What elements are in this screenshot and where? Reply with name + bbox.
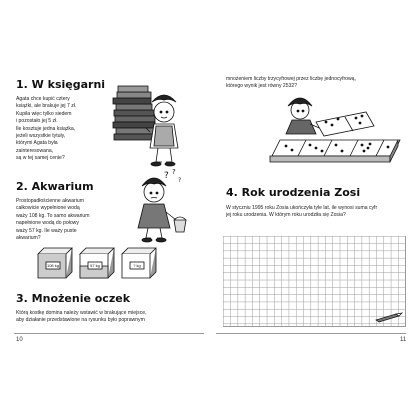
text-line: którymi Agata była xyxy=(16,140,58,147)
text-line: zainteresowana, xyxy=(16,147,54,154)
text-line: Agata chce kupić cztery xyxy=(16,96,70,102)
text-line: jej roku urodzenia. W którym roku urodziła się Zosia? xyxy=(226,212,346,219)
pencil-icon xyxy=(374,311,404,323)
text-line: mnożeniem liczby trzycyfrowej przez liczbę jednocyfrową, xyxy=(226,76,356,82)
text-line: całkowicie wypełnione wodą xyxy=(16,205,80,212)
svg-text:?: ? xyxy=(178,177,182,184)
text-line: waży 108 kg. To samo akwarium xyxy=(16,212,90,219)
page-number-right: 11 xyxy=(400,337,407,343)
section-2-text xyxy=(16,198,126,242)
text-line: Ile kosztuje jedna książka, xyxy=(16,125,76,132)
text-line: waży 57 kg. Ile waży puste xyxy=(16,227,77,234)
text-line: którego wynik jest równy 2532? xyxy=(226,83,298,90)
section-3-continuation xyxy=(226,76,416,91)
girl-with-books-illustration xyxy=(108,82,198,172)
section-3-title: 3. Mnożenie oczek xyxy=(16,292,131,305)
section-4-title: 4. Rok urodzenia Zosi xyxy=(226,186,361,199)
section-3-text xyxy=(16,310,201,325)
text-line: Prostopadłościenne akwarium xyxy=(16,198,84,204)
text-line: są w tej samej cenie? xyxy=(16,155,65,162)
section-2-title: 2. Akwarium xyxy=(16,180,94,193)
page-divider-line xyxy=(14,333,204,334)
text-line: aby działanie przedstawione na rysunku było poprawnym xyxy=(16,317,145,324)
page-number-left: 10 xyxy=(16,337,23,343)
thinking-girl-illustration xyxy=(126,166,196,246)
text-line: książki, ale brakuje jej 7 zł. xyxy=(16,103,77,110)
dominoes-illustration xyxy=(260,92,420,178)
section-4-text xyxy=(226,205,416,220)
aquariums-illustration xyxy=(34,246,164,282)
right-page xyxy=(210,0,420,420)
text-line: i pozostało jej 5 zł. xyxy=(16,118,58,125)
text-line: Kupiła więc tylko siedem xyxy=(16,110,72,117)
aquarium-weight-half: 57 kg xyxy=(90,263,100,268)
text-line: napełnione wodą do połowy xyxy=(16,220,79,227)
text-line: Którą kostkę domina należy wstawić w brakujące miejsce, xyxy=(16,310,147,316)
section-1-title: 1. W księgarni xyxy=(16,78,106,91)
aquarium-weight-empty: ? kg xyxy=(133,263,141,268)
text-line: jeżeli wszystkie tytuły, xyxy=(16,133,66,140)
svg-text:?: ? xyxy=(172,168,176,176)
aquarium-weight-full: 108 kg xyxy=(46,263,60,268)
page-divider-line xyxy=(216,333,406,334)
text-line: W styczniu 1995 roku Zosia ukończyła tyle lat, ile wynosi suma cyfr xyxy=(226,205,378,211)
svg-text:?: ? xyxy=(164,171,169,181)
text-line: akwarium? xyxy=(16,235,41,242)
